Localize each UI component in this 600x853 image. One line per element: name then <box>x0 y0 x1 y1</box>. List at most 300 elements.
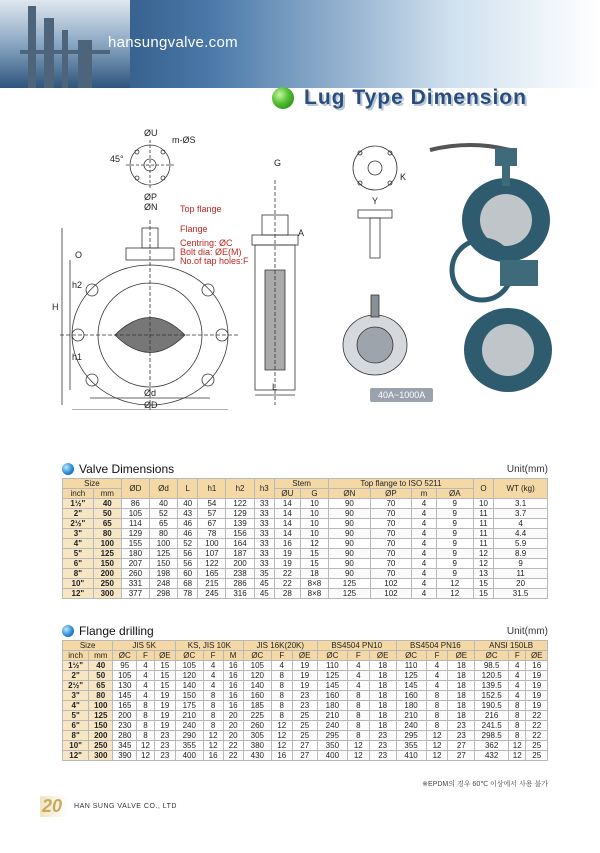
table-cell: 260 <box>243 721 271 731</box>
table-cell: 13 <box>473 569 493 579</box>
table-cell: 8 <box>426 701 448 711</box>
table-cell: 19 <box>526 701 548 711</box>
table-cell: 430 <box>243 751 271 761</box>
header-banner <box>0 0 600 88</box>
size-cell: 250 <box>93 579 121 589</box>
table-cell: 8.9 <box>494 549 548 559</box>
table-cell: 8 <box>137 711 154 721</box>
th-size: Size <box>63 641 113 651</box>
th-sub: ØE <box>448 651 475 661</box>
table-cell: 4 <box>347 671 369 681</box>
table-row <box>63 559 548 569</box>
table-cell: 46 <box>177 519 197 529</box>
table-cell: 298.5 <box>475 731 509 741</box>
table-cell: 4 <box>509 691 526 701</box>
table-cell: 210 <box>396 711 426 721</box>
table-cell: 15 <box>154 681 175 691</box>
table-cell: 70 <box>370 549 412 559</box>
table-cell: 9 <box>436 529 473 539</box>
table-cell: 260 <box>121 569 149 579</box>
size-cell: 12" <box>63 751 89 761</box>
size-cell: 300 <box>93 589 121 599</box>
table-cell: 4 <box>412 559 437 569</box>
table-cell: 27 <box>448 741 475 751</box>
table-cell: 4.4 <box>494 529 548 539</box>
table-cell: 12 <box>137 751 154 761</box>
th-sub: F <box>271 651 292 661</box>
flange-drilling-heading <box>62 624 154 638</box>
size-cell: 200 <box>93 569 121 579</box>
table-cell: 432 <box>475 751 509 761</box>
label-h1: h1 <box>72 352 83 362</box>
table-cell: 210 <box>317 711 347 721</box>
table-cell: 16 <box>271 751 292 761</box>
table-cell: 68 <box>177 579 197 589</box>
label-d-big: ØD <box>144 400 158 410</box>
th-d: Ød <box>149 479 177 499</box>
table-cell: 8 <box>271 701 292 711</box>
th-sub: inch <box>63 651 89 661</box>
table-cell: 8 <box>137 731 154 741</box>
table-cell: 14 <box>274 519 300 529</box>
table-cell: 240 <box>317 721 347 731</box>
table-row <box>63 589 548 599</box>
table-cell: 4 <box>412 499 437 509</box>
label-h: H <box>52 302 59 312</box>
table-cell: 165 <box>198 569 226 579</box>
table-cell: 105 <box>243 661 271 671</box>
table-cell: 19 <box>154 691 175 701</box>
table-cell: 9 <box>436 509 473 519</box>
table-cell: 120 <box>243 671 271 681</box>
table-cell: 102 <box>370 589 412 599</box>
th-jis10k: KS, JIS 10K <box>176 641 244 651</box>
table-cell: 19 <box>526 671 548 681</box>
table-cell: 4 <box>412 589 437 599</box>
table-cell: 22 <box>223 741 243 751</box>
th-size: Size <box>63 479 122 489</box>
table-cell: 33 <box>254 529 274 539</box>
label-tap-holes: No.of tap holes:F <box>180 256 249 266</box>
table-cell: 139 <box>226 519 254 529</box>
table-cell: 125 <box>317 671 347 681</box>
table-cell: 33 <box>254 499 274 509</box>
table-cell: 15 <box>473 589 493 599</box>
page-number: 20 <box>40 796 68 817</box>
table-cell: 187 <box>226 549 254 559</box>
table-cell: 295 <box>317 731 347 741</box>
blue-ball-icon <box>62 625 74 637</box>
table-cell: 150 <box>149 559 177 569</box>
table-cell: 90 <box>329 499 371 509</box>
table-cell: 27 <box>292 751 317 761</box>
table-cell: 8 <box>271 691 292 701</box>
table-cell: 4 <box>509 671 526 681</box>
table-cell: 160 <box>243 691 271 701</box>
table-cell: 40 <box>149 499 177 509</box>
table-cell: 18 <box>448 701 475 711</box>
table-cell: 316 <box>226 589 254 599</box>
table-cell: 180 <box>317 701 347 711</box>
table-cell: 100 <box>198 539 226 549</box>
table-row <box>63 691 548 701</box>
label-g: G <box>274 158 282 168</box>
table-cell: 4 <box>203 671 223 681</box>
table-cell: 90 <box>329 519 371 529</box>
table-cell: 19 <box>154 711 175 721</box>
table-cell: 400 <box>176 751 204 761</box>
th-wt: WT (kg) <box>494 479 548 499</box>
th-pn10: BS4504 PN10 <box>317 641 396 651</box>
table-cell: 23 <box>154 751 175 761</box>
table-cell: 9 <box>436 559 473 569</box>
table-cell: 114 <box>121 519 149 529</box>
table-cell: 52 <box>149 509 177 519</box>
table-cell: 290 <box>176 731 204 741</box>
th-N: ØN <box>329 489 371 499</box>
table-cell: 362 <box>475 741 509 751</box>
table-cell: 14 <box>274 509 300 519</box>
table-cell: 19 <box>154 701 175 711</box>
table-cell: 180 <box>121 549 149 559</box>
table-cell: 86 <box>121 499 149 509</box>
table-cell: 23 <box>369 741 396 751</box>
th-sub: F <box>203 651 223 661</box>
table-cell: 4 <box>426 681 448 691</box>
th-A: ØA <box>436 489 473 499</box>
size-cell: 65 <box>93 519 121 529</box>
table-cell: 280 <box>113 731 137 741</box>
size-cell: 150 <box>93 559 121 569</box>
table-cell: 11 <box>494 569 548 579</box>
table-cell: 145 <box>317 681 347 691</box>
size-cell: 5" <box>63 549 94 559</box>
th-U: ØU <box>274 489 300 499</box>
valve-drawing <box>40 120 560 410</box>
table-cell: 45 <box>254 589 274 599</box>
table-cell: 78 <box>198 529 226 539</box>
table-cell: 207 <box>121 559 149 569</box>
blue-ball-icon <box>62 463 74 475</box>
label-l: L <box>272 382 278 392</box>
table-cell: 12 <box>426 731 448 741</box>
table-cell: 125 <box>149 549 177 559</box>
size-cell: 3" <box>63 529 94 539</box>
size-cell: 2½" <box>63 681 89 691</box>
table-cell: 139.5 <box>475 681 509 691</box>
table-cell: 105 <box>176 661 204 671</box>
table-cell: 33 <box>254 559 274 569</box>
table-cell: 11 <box>473 519 493 529</box>
th-sub: ØC <box>176 651 204 661</box>
th-P: ØP <box>370 489 412 499</box>
size-cell: 80 <box>93 529 121 539</box>
table-cell: 98.5 <box>475 661 509 671</box>
table-cell: 15 <box>300 549 328 559</box>
th-L: L <box>177 479 197 499</box>
table-cell: 18 <box>448 661 475 671</box>
valve-dimensions-title: Valve Dimensions <box>79 462 175 476</box>
table-cell: 54 <box>198 499 226 509</box>
table-cell: 8 <box>509 701 526 711</box>
table-cell: 9 <box>436 539 473 549</box>
flange-drilling-table <box>62 640 548 761</box>
table-cell: 23 <box>154 741 175 751</box>
table-cell: 8 <box>203 701 223 711</box>
label-a: A <box>298 228 305 238</box>
table-cell: 240 <box>176 721 204 731</box>
size-cell: 3" <box>63 691 89 701</box>
table-cell: 4 <box>412 549 437 559</box>
table-cell: 10 <box>300 519 328 529</box>
th-sub: ØE <box>369 651 396 661</box>
table-cell: 18 <box>369 671 396 681</box>
table-cell: 8 <box>271 681 292 691</box>
table-cell: 16 <box>223 671 243 681</box>
table-cell: 102 <box>370 579 412 589</box>
label-angle: 45° <box>110 154 124 164</box>
table-cell: 305 <box>243 731 271 741</box>
table-row <box>63 671 548 681</box>
table-cell: 12 <box>347 741 369 751</box>
table-cell: 180 <box>396 701 426 711</box>
table-cell: 225 <box>243 711 271 721</box>
footer <box>40 796 177 817</box>
table-cell: 4 <box>271 661 292 671</box>
table-cell: 295 <box>396 731 426 741</box>
table-row <box>63 539 548 549</box>
label-o: O <box>75 250 83 260</box>
table-cell: 12 <box>509 741 526 751</box>
table-cell: 70 <box>370 539 412 549</box>
table-cell: 8 <box>203 721 223 731</box>
table-cell: 16 <box>526 661 548 671</box>
table-cell: 9 <box>436 499 473 509</box>
table-cell: 120.5 <box>475 671 509 681</box>
table-cell: 4 <box>137 681 154 691</box>
table-cell: 4 <box>426 671 448 681</box>
table-cell: 4 <box>426 661 448 671</box>
table-cell: 4 <box>494 519 548 529</box>
th-sub: F <box>509 651 526 661</box>
table-cell: 18 <box>369 691 396 701</box>
table-cell: 33 <box>254 519 274 529</box>
size-cell: 300 <box>89 751 113 761</box>
label-d-small: Ød <box>144 388 157 398</box>
th-mm: mm <box>93 489 121 499</box>
size-cell: 200 <box>89 731 113 741</box>
table-cell: 12 <box>426 751 448 761</box>
th-h1: h1 <box>198 479 226 499</box>
table-cell: 25 <box>526 751 548 761</box>
th-sub: ØC <box>317 651 347 661</box>
table-cell: 8 <box>271 711 292 721</box>
table-cell: 12 <box>436 589 473 599</box>
size-cell: 4" <box>63 539 94 549</box>
table-cell: 70 <box>370 519 412 529</box>
table-cell: 23 <box>448 721 475 731</box>
th-jis5k: JIS 5K <box>113 641 176 651</box>
table-cell: 27 <box>292 741 317 751</box>
table-cell: 125 <box>329 579 371 589</box>
table-cell: 145 <box>396 681 426 691</box>
table-cell: 19 <box>274 559 300 569</box>
table-cell: 12 <box>509 751 526 761</box>
table-cell: 129 <box>121 529 149 539</box>
table-row <box>63 711 548 721</box>
th-sub: ØE <box>154 651 175 661</box>
table-cell: 298 <box>149 589 177 599</box>
table-cell: 11 <box>473 509 493 519</box>
table-cell: 185 <box>243 701 271 711</box>
table-cell: 14 <box>274 529 300 539</box>
table-cell: 19 <box>292 661 317 671</box>
table-cell: 19 <box>526 681 548 691</box>
table-cell: 377 <box>121 589 149 599</box>
table-cell: 18 <box>369 701 396 711</box>
th-sub: F <box>347 651 369 661</box>
table-cell: 10 <box>300 499 328 509</box>
table-cell: 16 <box>203 751 223 761</box>
table-row <box>63 701 548 711</box>
table-cell: 23 <box>154 731 175 741</box>
label-p: ØP <box>144 192 158 202</box>
table-cell: 22 <box>526 731 548 741</box>
table-cell: 152.5 <box>475 691 509 701</box>
table-cell: 8×8 <box>300 589 328 599</box>
table-cell: 16 <box>223 701 243 711</box>
flange-subheader <box>63 651 548 661</box>
th-jis16k: JIS 16K(20K) <box>243 641 317 651</box>
table-cell: 4 <box>412 579 437 589</box>
table-cell: 140 <box>243 681 271 691</box>
valve-photo-lever <box>430 145 550 262</box>
table-cell: 3.1 <box>494 499 548 509</box>
table-cell: 9 <box>436 569 473 579</box>
table-cell: 33 <box>254 509 274 519</box>
table-cell: 160 <box>317 691 347 701</box>
table-cell: 10 <box>300 529 328 539</box>
table-cell: 145 <box>113 691 137 701</box>
table-cell: 5.9 <box>494 539 548 549</box>
table-cell: 90 <box>329 559 371 569</box>
size-cell: 65 <box>89 681 113 691</box>
table-cell: 23 <box>292 691 317 701</box>
table-cell: 4 <box>203 661 223 671</box>
table-cell: 8 <box>137 701 154 711</box>
table-row <box>63 681 548 691</box>
th-top-flange: Top flange to ISO 5211 <box>329 479 474 489</box>
th-h2: h2 <box>226 479 254 499</box>
th-sub: ØC <box>396 651 426 661</box>
table-cell: 4 <box>412 539 437 549</box>
size-cell: 6" <box>63 559 94 569</box>
table-cell: 8 <box>271 671 292 681</box>
table-cell: 12 <box>347 751 369 761</box>
table-cell: 90 <box>329 529 371 539</box>
table-cell: 22 <box>274 579 300 589</box>
table-cell: 241.5 <box>475 721 509 731</box>
table-cell: 40 <box>177 499 197 509</box>
table-cell: 19 <box>292 671 317 681</box>
table-cell: 43 <box>177 509 197 519</box>
table-cell: 410 <box>396 751 426 761</box>
table-cell: 105 <box>113 671 137 681</box>
table-cell: 20 <box>223 721 243 731</box>
table-cell: 90 <box>329 539 371 549</box>
table-cell: 100 <box>149 539 177 549</box>
th-inch: inch <box>63 489 94 499</box>
table-cell: 33 <box>254 549 274 559</box>
company-name: HAN SUNG VALVE CO., LTD <box>74 803 177 810</box>
table-cell: 155 <box>121 539 149 549</box>
th-D: ØD <box>121 479 149 499</box>
table-cell: 18 <box>448 711 475 721</box>
table-cell: 19 <box>292 681 317 691</box>
table-cell: 331 <box>121 579 149 589</box>
table-cell: 4 <box>412 509 437 519</box>
table-cell: 12 <box>271 741 292 751</box>
table-cell: 4 <box>347 661 369 671</box>
page-title-block <box>272 86 527 110</box>
table-cell: 12 <box>473 559 493 569</box>
table-cell: 238 <box>226 569 254 579</box>
table-cell: 8×8 <box>300 579 328 589</box>
table-cell: 8 <box>347 731 369 741</box>
size-cell: 250 <box>89 741 113 751</box>
table-cell: 380 <box>243 741 271 751</box>
table-cell: 4 <box>347 681 369 691</box>
table-cell: 8 <box>347 721 369 731</box>
size-cell: 80 <box>89 691 113 701</box>
table-cell: 78 <box>177 589 197 599</box>
table-cell: 10 <box>300 509 328 519</box>
th-O: O <box>473 479 493 499</box>
table-cell: 8 <box>203 691 223 701</box>
table-cell: 67 <box>198 519 226 529</box>
table-cell: 18 <box>448 691 475 701</box>
table-cell: 25 <box>292 711 317 721</box>
table-cell: 8 <box>509 711 526 721</box>
table-cell: 70 <box>370 569 412 579</box>
table-cell: 160 <box>396 691 426 701</box>
flange-drilling-body <box>63 661 548 761</box>
table-cell: 31.5 <box>494 589 548 599</box>
table-cell: 12 <box>300 539 328 549</box>
table-cell: 25 <box>292 731 317 741</box>
table-cell: 200 <box>226 559 254 569</box>
label-n: ØN <box>144 202 158 212</box>
table-cell: 19 <box>526 691 548 701</box>
table-cell: 355 <box>176 741 204 751</box>
table-cell: 8 <box>203 711 223 721</box>
size-cell: 100 <box>89 701 113 711</box>
label-y: Y <box>372 196 379 206</box>
table-cell: 150 <box>176 691 204 701</box>
size-cell: 2" <box>63 671 89 681</box>
table-cell: 33 <box>254 539 274 549</box>
table-cell: 8 <box>347 701 369 711</box>
table-row <box>63 721 548 731</box>
table-cell: 4 <box>412 569 437 579</box>
valve-dimensions-body <box>63 499 548 599</box>
th-sub: ØE <box>292 651 317 661</box>
table-cell: 350 <box>317 741 347 751</box>
table-cell: 4 <box>412 519 437 529</box>
table-cell: 70 <box>370 509 412 519</box>
table-cell: 125 <box>329 589 371 599</box>
table-cell: 19 <box>154 721 175 731</box>
